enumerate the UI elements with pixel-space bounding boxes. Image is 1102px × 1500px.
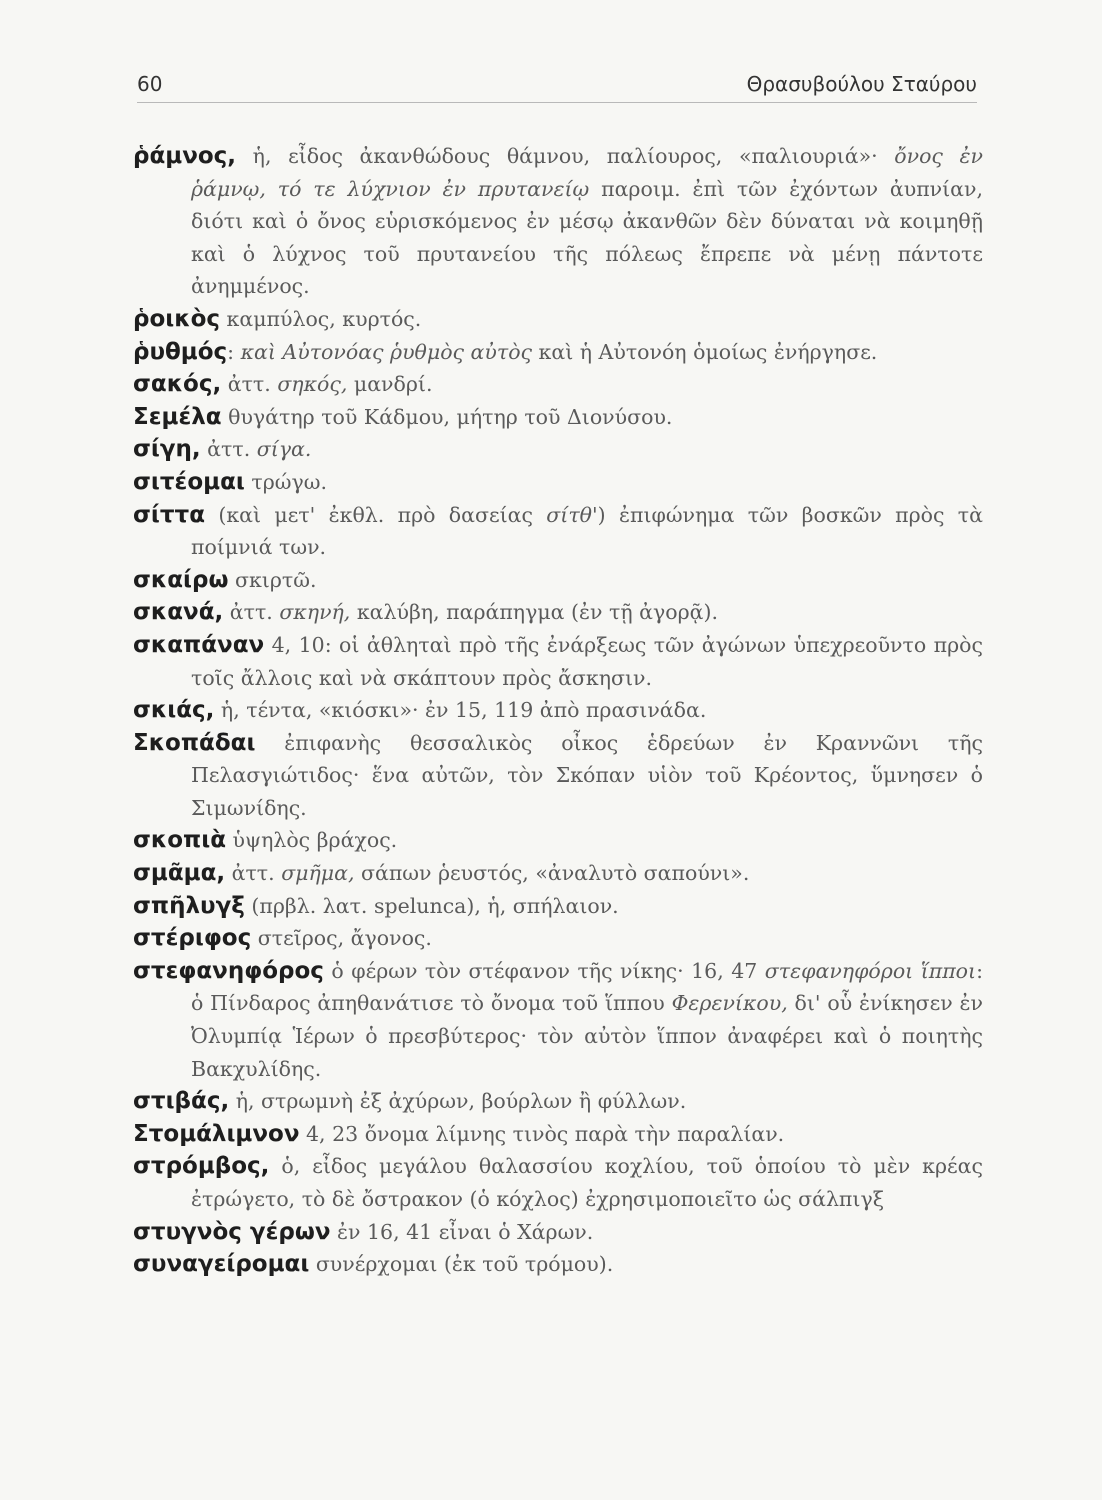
- glossary-entry: [133, 857, 983, 890]
- entry-lemma: σκοπιὰ: [133, 827, 227, 854]
- entry-lemma: σιτέομαι: [133, 468, 245, 495]
- entry-definition: ὁ φέρων τὸν στέφανον τῆς νίκης· 16, 47: [323, 958, 765, 983]
- entry-quotation: καὶ Αὐτονόας ῥυθμὸς αὐτὸς: [240, 339, 533, 364]
- glossary-entry: [133, 596, 983, 629]
- entry-lemma: στεφανηφόρος: [133, 957, 324, 984]
- entry-definition: ἐν 16, 41 εἶναι ὁ Χάρων.: [330, 1219, 594, 1244]
- entry-lemma: στρόμβος,: [133, 1153, 270, 1180]
- glossary-entry: [133, 433, 983, 466]
- entry-definition: 4, 10: οἱ ἀθληταὶ πρὸ τῆς ἐνάρξεως τῶν ἀγώνων ὑπεχρεοῦντο πρὸς τοῖς ἄλλοις καὶ νὰ σκάπτουν πρὸς ἄσκησιν.: [191, 632, 983, 690]
- entry-definition: : ὁ Πίνδαρος ἀπηθανάτισε τὸ ὄνομα τοῦ ἵππου: [191, 958, 983, 1016]
- entry-lemma: σπῆλυγξ: [133, 892, 245, 919]
- entry-definition: ἡ, εἶδος ἀκανθώδους θάμνου, παλίουρος, «παλιουριά»·: [236, 144, 895, 168]
- glossary-entry: [133, 629, 983, 694]
- entry-definition: καμπύλος, κυρτός.: [220, 306, 422, 331]
- entry-lemma: σακός,: [133, 371, 222, 398]
- entry-definition: ἡ, στρωμνὴ ἐξ ἀχύρων, βούρλων ἢ φύλλων.: [229, 1089, 687, 1114]
- glossary-entry: [133, 140, 983, 303]
- entry-definition: (καὶ μετ' ἐκθλ. πρὸ δασείας: [205, 502, 547, 527]
- glossary-entry: [133, 1118, 983, 1151]
- glossary-entry: [133, 890, 983, 923]
- glossary-entry: [133, 499, 983, 564]
- entry-definition: ἐπιφανὴς θεσσαλικὸς οἶκος ἑδρεύων ἐν Κραννῶνι τῆς Πελασγιώτιδος· ἕνα αὐτῶν, τὸν Σκόπαν υἱὸν τοῦ Κρέοντος, ὕμνησεν ὁ Σιμωνίδης.: [191, 730, 983, 820]
- glossary-entry: [133, 1150, 983, 1215]
- entry-lemma: σμᾶμα,: [133, 860, 226, 887]
- entry-quotation: σμῆμα,: [281, 861, 355, 886]
- glossary-entry: [133, 955, 983, 1085]
- page-header: [137, 72, 977, 103]
- glossary-entries: [133, 140, 983, 1281]
- entry-quotation: Φερενίκου,: [671, 991, 788, 1016]
- glossary-entry: [133, 694, 983, 727]
- entry-definition: ἀττ.: [221, 372, 278, 397]
- entry-lemma: σκαίρω: [133, 566, 229, 593]
- entry-definition: ἀττ.: [225, 861, 282, 886]
- entry-definition: ) ἐπιφώνημα τῶν βοσκῶν πρὸς τὰ ποίμνιά των.: [191, 502, 983, 560]
- entry-lemma: σκαπάναν: [133, 631, 265, 658]
- entry-definition: :: [227, 339, 241, 364]
- entry-lemma: σίττα: [133, 501, 206, 528]
- entry-definition: καλύβη, παράπηγμα (ἐν τῇ ἀγορᾷ).: [350, 600, 718, 625]
- entry-definition: δι' οὗ ἐνίκησεν ἐν Ὀλυμπίᾳ Ἱέρων ὁ πρεσβύτερος· τὸν αὐτὸν ἵππον ἀναφέρει καὶ ὁ ποιητὴς Βακχυλίδης.: [191, 991, 983, 1081]
- entry-definition: ἡ, τέντα, «κιόσκι»· ἐν 15, 119 ἀπὸ πρασινάδα.: [214, 698, 707, 723]
- entry-definition: (πρβλ. λατ. spelunca), ἡ, σπήλαιον.: [244, 893, 619, 918]
- entry-definition: σάπων ῥευστός, «ἀναλυτὸ σαπούνι».: [354, 861, 750, 886]
- entry-quotation: σηκός,: [277, 372, 348, 397]
- entry-lemma: σκανά,: [133, 599, 224, 626]
- entry-quotation: σκηνή,: [279, 600, 351, 625]
- glossary-entry: [133, 1248, 983, 1281]
- entry-lemma: στέριφος: [133, 925, 252, 952]
- entry-definition: ἀττ.: [200, 437, 257, 462]
- entry-lemma: στιβάς,: [133, 1088, 230, 1115]
- entry-lemma: Σεμέλα: [133, 403, 222, 430]
- entry-definition: θυγάτηρ τοῦ Κάδμου, μήτηρ τοῦ Διονύσου.: [221, 404, 673, 429]
- entry-definition: συνέρχομαι (ἐκ τοῦ τρόμου).: [309, 1252, 614, 1277]
- entry-lemma: σκιάς,: [133, 697, 215, 724]
- entry-quotation: σίτθ': [546, 502, 598, 527]
- entry-definition: καὶ ἡ Αὐτονόη ὁμοίως ἐνήργησε.: [532, 339, 878, 364]
- entry-definition: 4, 23 ὄνομα λίμνης τινὸς παρὰ τὴν παραλίαν.: [299, 1121, 785, 1146]
- entry-lemma: σίγη,: [133, 436, 201, 463]
- glossary-entry: [133, 466, 983, 499]
- entry-lemma: ῥοικὸς: [133, 305, 221, 332]
- page-number: 60: [137, 72, 163, 96]
- glossary-entry: [133, 401, 983, 434]
- glossary-entry: [133, 1216, 983, 1249]
- entry-definition: ἀττ.: [223, 600, 280, 625]
- glossary-entry: [133, 727, 983, 825]
- running-title: Θρασυβούλου Σταύρου: [746, 72, 977, 96]
- entry-definition: τρώγω.: [244, 469, 327, 494]
- entry-definition: στεῖρος, ἄγονος.: [251, 926, 432, 951]
- glossary-entry: [133, 564, 983, 597]
- entry-definition: ὑψηλὸς βράχος.: [226, 828, 398, 853]
- glossary-entry: [133, 336, 983, 369]
- glossary-entry: [133, 922, 983, 955]
- glossary-entry: [133, 368, 983, 401]
- entry-definition: μανδρί.: [347, 372, 433, 397]
- entry-quotation: σίγα.: [256, 437, 312, 462]
- entry-definition: παροιμ. ἐπὶ τῶν ἐχόντων ἀυπνίαν, διότι καὶ ὁ ὄνος εὑρισκόμενος ἐν μέσῳ ἀκανθῶν δὲν δύναται νὰ κοιμηθῇ καὶ ὁ λύχνος τοῦ πρυτανείου τῆς πόλεως ἔπρεπε νὰ μένῃ πάντοτε ἀνημμένος.: [191, 176, 983, 299]
- entry-lemma: Σκοπάδαι: [133, 729, 256, 756]
- glossary-entry: [133, 1085, 983, 1118]
- entry-quotation: στεφανηφόροι ἵπποι: [764, 958, 977, 983]
- entry-lemma: ῥάμνος,: [133, 143, 237, 169]
- entry-lemma: ῥυθμός: [133, 338, 228, 365]
- glossary-entry: [133, 303, 983, 336]
- entry-definition: ὁ, εἶδος μεγάλου θαλασσίου κοχλίου, τοῦ ὁποίου τὸ μὲν κρέας ἐτρώγετο, τὸ δὲ ὄστρακον (ὁ κόχλος) ἐχρησιμοποιεῖτο ὡς σάλπιγξ: [191, 1154, 983, 1211]
- entry-quotation: ὄνος ἐν ῥάμνῳ, τό τε λύχνιον ἐν πρυτανείῳ: [191, 144, 984, 201]
- entry-lemma: στυγνὸς γέρων: [133, 1218, 331, 1245]
- entry-lemma: συναγείρομαι: [133, 1251, 310, 1278]
- entry-definition: σκιρτῶ.: [228, 567, 317, 592]
- entry-lemma: Στομάλιμνον: [133, 1120, 300, 1147]
- glossary-entry: [133, 824, 983, 857]
